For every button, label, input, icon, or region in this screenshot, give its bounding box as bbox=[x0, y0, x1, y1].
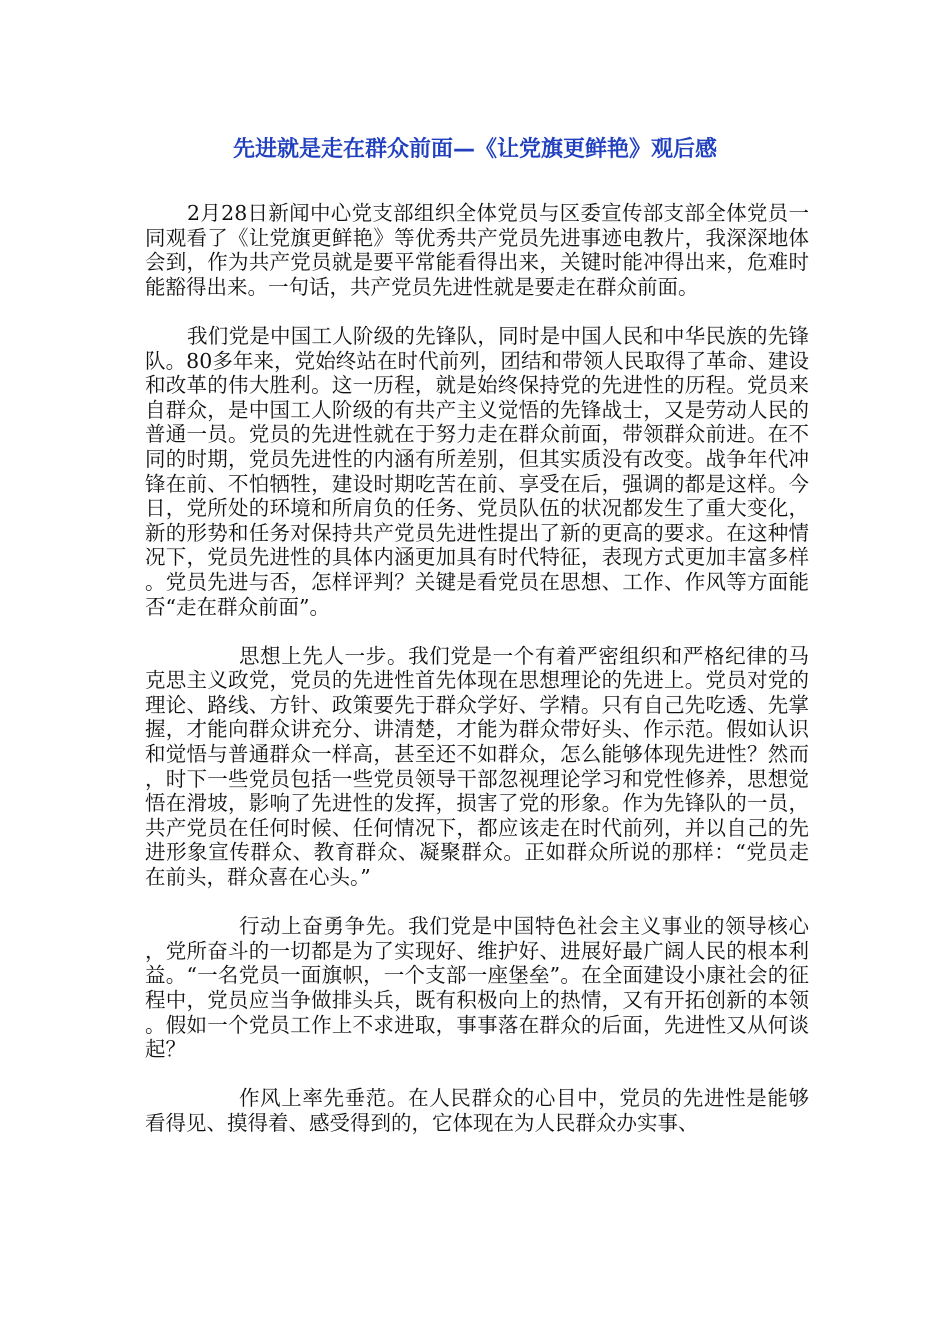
paragraph-1: 2月28日新闻中心党支部组织全体党员与区委宣传部支部全体党员一同观看了《让党旗更鲜艳》等优秀共产党员先进事迹电教片，我深深地体会到，作为共产党员就是要平常能看得出来，关键时能冲得出来，危难时能豁得出来。一句话，共产党员先进性就是要走在群众前面。 bbox=[145, 201, 809, 299]
paragraph-3: 思想上先人一步。我们党是一个有着严密组织和严格纪律的马克思主义政党，党员的先进性首先体现在思想理论的先进上。党员对党的理论、路线、方针、政策要先于群众学好、学精。只有自己先吃透、先掌握，才能向群众讲充分、讲清楚，才能为群众带好头、作示范。假如认识和觉悟与普通群众一样高，甚至还不如群众，怎么能够体现先进性？然而，时下一些党员包括一些党员领导干部忽视理论学习和党性修养，思想觉悟在滑坡，影响了先进性的发挥，损害了党的形象。作为先锋队的一员，共产党员在任何时候、任何情况下，都应该走在时代前列，并以自己的先进形象宣传群众、教育群众、凝聚群众。正如群众所说的那样：“党员走在前头，群众喜在心头。” bbox=[145, 643, 809, 890]
paragraph-2: 我们党是中国工人阶级的先锋队，同时是中国人民和中华民族的先锋队。80多年来，党始终站在时代前列，团结和带领人民取得了革命、建设和改革的伟大胜利。这一历程，就是始终保持党的先进性的历程。党员来自群众，是中国工人阶级的有共产主义觉悟的先锋战士，又是劳动人民的普通一员。党员的先进性就在于努力走在群众前面，带领群众前进。在不同的时期，党员先进性的内涵有所差别，但其实质没有改变。战争年代冲锋在前、不怕牺牲，建设时期吃苦在前、享受在后，强调的都是这样。今日，党所处的环境和所肩负的任务、党员队伍的状况都发生了重大变化，新的形势和任务对保持共产党员先进性提出了新的更高的要求。在这种情况下，党员先进性的具体内涵更加具有时代特征，表现方式更加丰富多样。党员先进与否，怎样评判？关键是看党员在思想、工作、作风等方面能否“走在群众前面”。 bbox=[145, 323, 809, 619]
document-body bbox=[145, 201, 809, 1160]
document-title: 先进就是走在群众前面—《让党旗更鲜艳》观后感 bbox=[232, 137, 717, 162]
paragraph-4: 行动上奋勇争先。我们党是中国特色社会主义事业的领导核心，党所奋斗的一切都是为了实现好、维护好、进展好最广阔人民的根本利益。“一名党员一面旗帜，一个支部一座堡垒”。在全面建设小康社会的征程中，党员应当争做排头兵，既有积极向上的热情，又有开拓创新的本领。假如一个党员工作上不求进取，事事落在群众的后面，先进性又从何谈起？ bbox=[145, 914, 809, 1062]
paragraph-5: 作风上率先垂范。在人民群众的心目中，党员的先进性是能够看得见、摸得着、感受得到的，它体现在为人民群众办实事、 bbox=[145, 1086, 809, 1135]
